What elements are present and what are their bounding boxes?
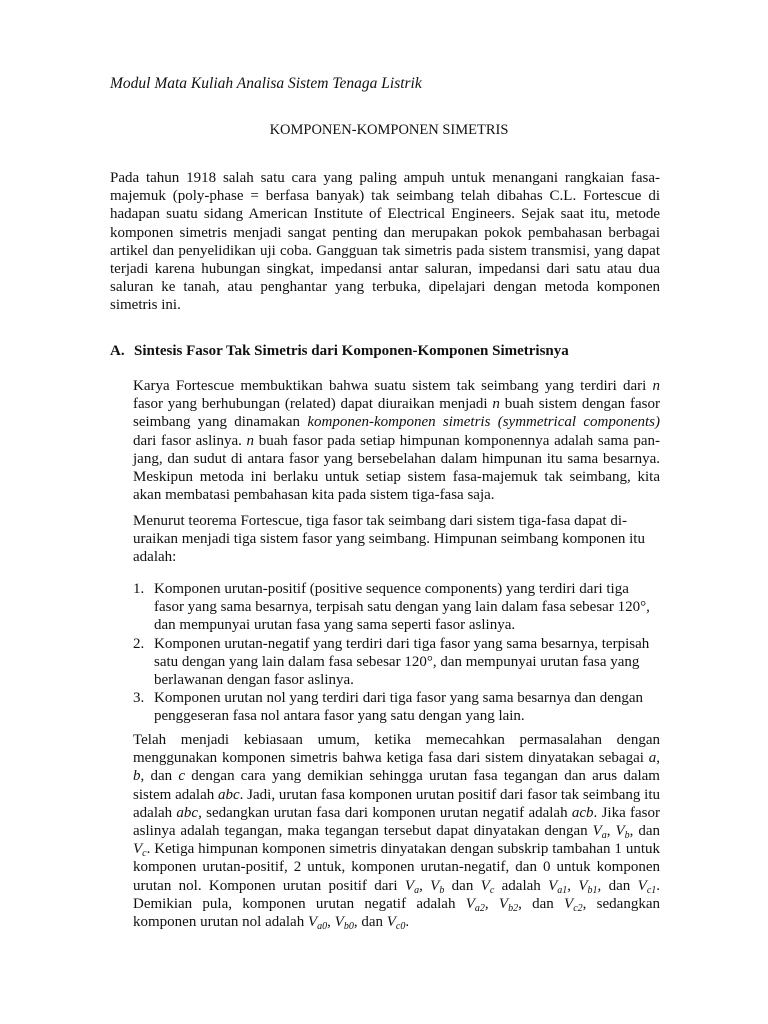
section-heading: [110, 343, 569, 360]
list-item: [133, 580, 653, 635]
paragraph-fortescue: Karya Fortescue membuktikan bahwa suatu sistem tak seimbang yang terdiri dari n fasor yang berhubungan (related) dapat diuraikan menjadi n buah sistem dengan fasor seimbang yang dinamakan komponen-komponen simetris (symmetrical components) dari fasor aslinya. n buah fasor pada setiap himpunan komponennya adalah sama pan-jang, dan sudut di antara fasor yang bersebelahan dalam himpunan itu sama besarnya. Meskipun metoda ini berlaku untuk setiap sistem fasa-majemuk tak seimbang, kita akan membatasi pembahasan kita pada sistem tiga-fasa saja.: [133, 378, 660, 504]
section-marker: A.: [110, 343, 125, 359]
paragraph-theorem: Menurut teorema Fortescue, tiga fasor tak seimbang dari sistem tiga-fasa dapat di-uraikan menjadi tiga sistem fasor yang seimbang. Himpunan seimbang komponen itu adalah:: [133, 513, 645, 566]
running-header: Modul Mata Kuliah Analisa Sistem Tenaga Listrik: [110, 75, 422, 92]
list-text: Komponen urutan nol yang terdiri dari tiga fasor yang sama besarnya dan dengan penggeseran fasa nol antara fasor yang satu dengan yang lain.: [154, 690, 644, 725]
list-number: 2.: [133, 635, 145, 652]
list-item: [133, 635, 653, 690]
section-heading-text: Sintesis Fasor Tak Simetris dari Komponen-Komponen Simetrisnya: [134, 343, 569, 359]
list-number: 1.: [133, 581, 145, 597]
list-text: Komponen urutan-negatif yang terdiri dari tiga fasor yang sama besarnya, terpisah satu dengan yang lain dalam fasa sebesar 120°, dan mempunyai urutan fasa yang berlawanan dengan fasor aslinya.: [154, 635, 650, 689]
page-title: KOMPONEN-KOMPONEN SIMETRIS: [269, 122, 509, 138]
component-list: [133, 580, 653, 726]
intro-paragraph: Pada tahun 1918 salah satu cara yang paling ampuh untuk menangani rangkaian fasa-majemuk (poly-phase = berfasa banyak) tak seimbang telah dibahas C.L. Fortescue di hadapan suatu sidang American Institute of Electrical Engineers. Sejak saat itu, metode komponen simetris menjadi sangat penting dan merupakan pokok pembahasan berbagai artikel dan penyelidikan uji coba. Gangguan tak simetris pada sistem transmisi, yang dapat terjadi karena hubungan singkat, impedansi antar saluran, impedansi dari satu atau dua saluran ke tanah, atau penghantar yang terbuka, dipelajari dengan metoda komponen simetris ini.: [110, 170, 660, 314]
list-item: [133, 689, 653, 725]
list-number: 3.: [133, 690, 145, 707]
paragraph-notation: Telah menjadi kebiasaan umum, ketika memecahkan permasalahan dengan menggunakan komponen simetris bahwa ketiga fasa dari sistem dinyatakan sebagai a, b, dan c dengan cara yang demikian sehingga urutan fasa tegangan dan arus dalam sistem adalah abc. Jadi, urutan fasa komponen urutan positif dari fasor tak seimbang itu adalah abc, sedangkan urutan fasa dari komponen urutan negatif adalah acb. Jika fasor aslinya adalah tegangan, maka tegangan tersebut dapat dinyatakan dengan $V_a$, $V_b$, dan $V_c$. Ketiga himpunan komponen simetris dinyatakan dengan subskrip tambahan 1 untuk komponen urutan-positif, 2 untuk, komponen urutan-negatif, dan 0 untuk komponen urutan nol. Komponen urutan positif dari $V_a$, $V_b$ dan $V_c$ adalah $V_{a1}$, $V_{b1}$, dan $V_{c1}$. Demikian pula, komponen urutan negatif adalah $V_{a2}$, $V_{b2}$, dan $V_{c2}$, sedangkan komponen urutan nol adalah $V_{a0}$, $V_{b0}$, dan $V_{c0}$.: [133, 732, 661, 933]
list-text: Komponen urutan-positif (positive sequence components) yang terdiri dari tiga fasor yang sama besarnya, terpisah satu dengan yang lain dalam fasa sebesar 120°, dan mempunyai urutan fasa yang sama seperti fasor aslinya.: [154, 581, 650, 634]
